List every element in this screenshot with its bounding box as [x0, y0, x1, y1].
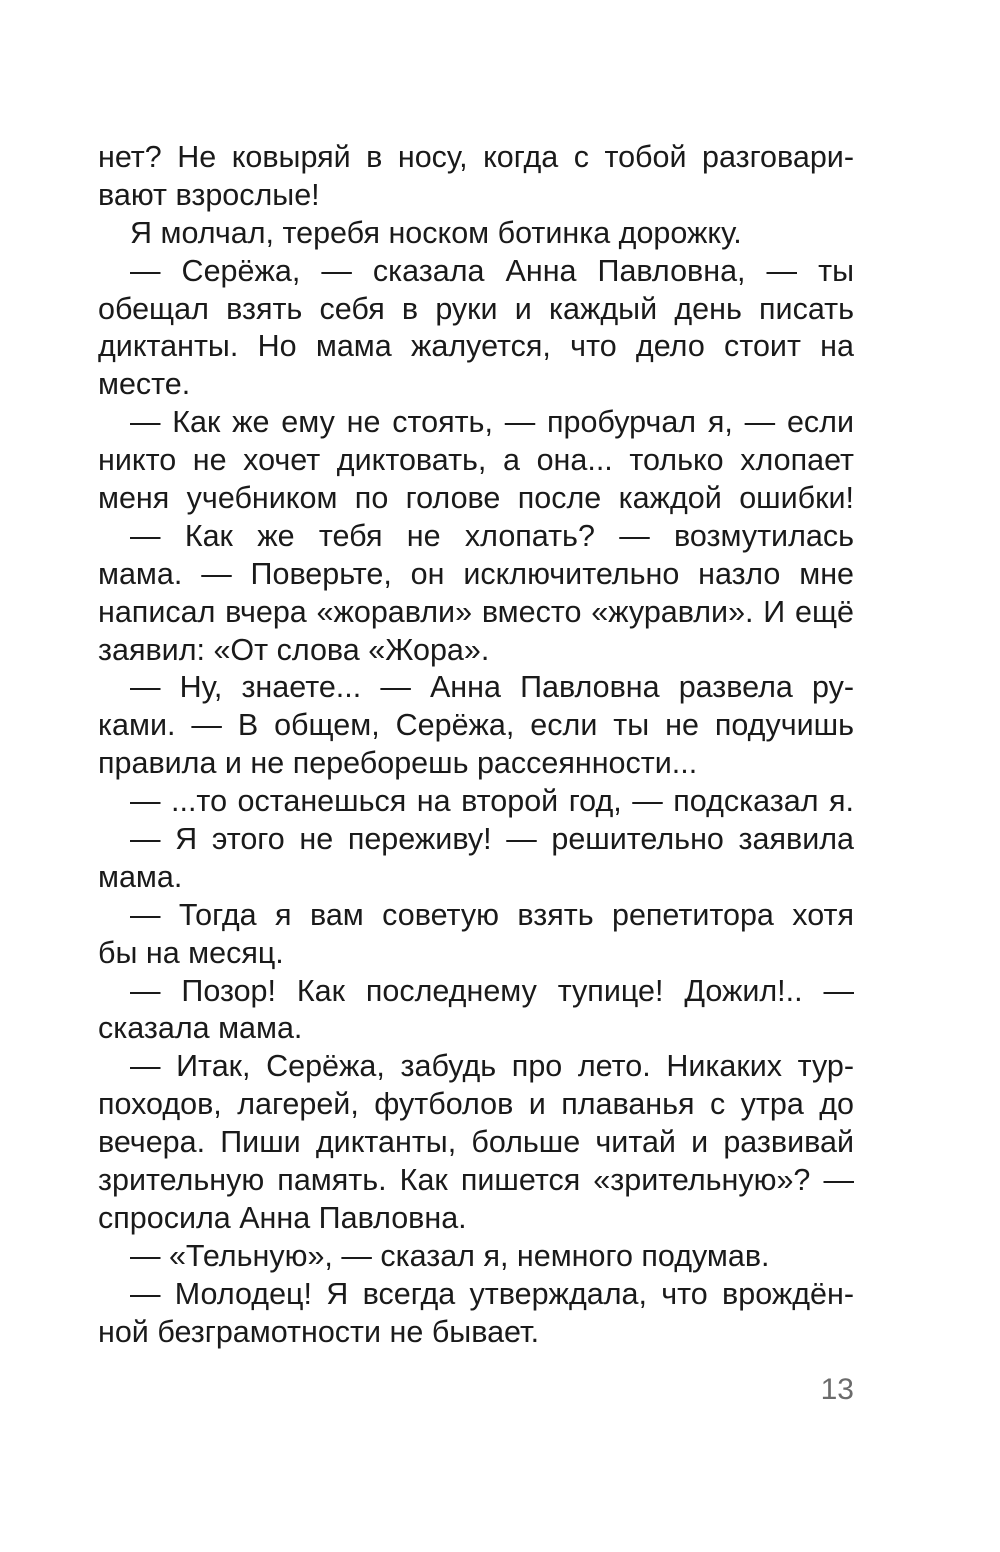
text-line: месте. — [98, 367, 191, 402]
text-line: — Тогда я вам советую взять репетитора хотя — [130, 897, 854, 932]
text-line: бы на месяц. — [98, 935, 284, 970]
text-line: вечера. Пиши диктанты, больше читай и развивай — [98, 1125, 854, 1160]
text-line: — Серёжа, — сказала Анна Павловна, — ты — [130, 253, 854, 288]
text-line: ной безграмотности не бывает. — [98, 1314, 540, 1349]
text-line: спросила Анна Павловна. — [98, 1200, 467, 1235]
text-line: — Молодец! Я всегда утверждала, что врождён- — [130, 1276, 854, 1311]
text-line: вают взрослые! — [98, 177, 320, 212]
text-line: — Как же ему не стоять, — пробурчал я, — если — [130, 405, 854, 440]
text-line: сказала мама. — [98, 1011, 303, 1046]
text-line: написал вчера «жоравли» вместо «журавли». И ещё — [98, 594, 854, 629]
text-line: походов, лагерей, футболов и плаванья с утра до — [98, 1087, 854, 1122]
text-line: ками. — В общем, Серёжа, если ты не подучишь — [98, 708, 854, 743]
text-line: мама. — Поверьте, он исключительно назло мне — [98, 556, 854, 591]
text-line: — Я этого не переживу! — решительно заявила — [130, 822, 854, 857]
text-line: — Ну, знаете... — Анна Павловна развела ру- — [130, 670, 854, 705]
text-line: — Позор! Как последнему тупице! Дожил!.. — — [130, 973, 854, 1008]
text-line: нет? Не ковыряй в носу, когда с тобой разговари- — [98, 140, 854, 174]
text-line: Я молчал, теребя носком ботинка дорожку. — [130, 215, 742, 250]
text-line: зрительную память. Как пишется «зрительную»? — — [98, 1163, 854, 1198]
text-line: правила и не переборешь рассеянности... — [98, 746, 698, 781]
text-line: никто не хочет диктовать, а она... только хлопает — [98, 443, 854, 478]
text-line: — ...то останешься на второй год, — подсказал я. — [130, 784, 854, 819]
text-line: мама. — [98, 859, 183, 894]
text-line: диктанты. Но мама жалуется, что дело стоит на — [98, 329, 854, 364]
text-line: обещал взять себя в руки и каждый день писать — [98, 291, 854, 326]
page-body-text — [98, 139, 854, 1352]
text-line: меня учебником по голове после каждой ошибки! — [98, 481, 854, 516]
page-number: 13 — [820, 1373, 854, 1406]
text-line: — «Тельную», — сказал я, немного подумав. — [130, 1238, 770, 1273]
text-line: — Итак, Серёжа, забудь про лето. Никаких тур- — [130, 1049, 854, 1084]
text-line: — Как же тебя не хлопать? — возмутилась — [130, 518, 854, 553]
text-line: заявил: «От слова «Жора». — [98, 632, 490, 667]
